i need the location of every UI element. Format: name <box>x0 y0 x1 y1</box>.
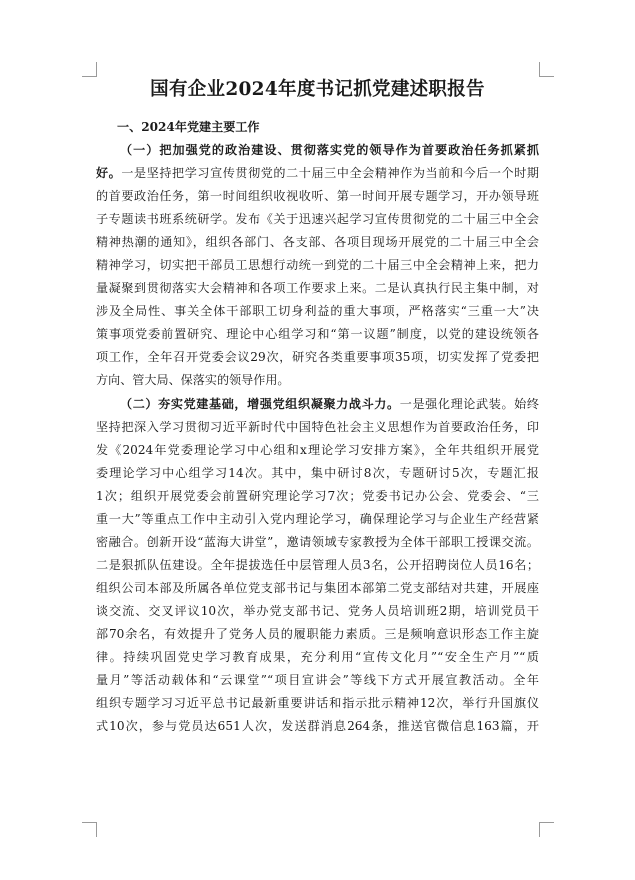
paragraph2-line: 1次；组织开展党委会前置研究理论学习7次；党委书记办公会、党委会、“三 <box>96 489 539 503</box>
crop-mark-top-right <box>539 62 554 77</box>
crop-mark-bottom-right <box>539 822 554 837</box>
paragraph1-line <box>96 163 539 183</box>
paragraph2-line: 律。持续巩固党史学习教育成果，充分利用“宣传文化月”“安全生产月”“质 <box>96 650 539 664</box>
paragraph2-line: 密融合。创新开设“蓝海大讲堂”，邀请领域专家教授为全体干部职工授课交流。 <box>96 535 539 549</box>
paragraph1-line: 量凝聚到贯彻落实大会精神和各项工作要求上来。二是认真执行民主集中制，对 <box>96 281 539 295</box>
crop-mark-bottom-left <box>82 822 97 837</box>
paragraph1-line: 子专题读书班系统研学。发布《关于迅速兴起学习宣传贯彻党的二十届三中全会 <box>96 212 539 226</box>
paragraph1-line: 策事项党委前置研究、理论中心组学习和“第一议题”制度，以党的建设统领各 <box>96 327 539 341</box>
paragraph1-heading-line: （一）把加强党的政治建设、贯彻落实党的领导作为首要政治任务抓紧抓 <box>120 143 539 157</box>
paragraph2-line: 组织专题学习习近平总书记最新重要讲话和指示批示精神12次，举行升国旗仪 <box>96 696 539 710</box>
paragraph2-line: 谈交流、交叉评议10次，举办党支部书记、党务人员培训班2期，培训党员干 <box>96 604 539 618</box>
paragraph1-line: 精神热潮的通知》，组织各部门、各支部、各项目现场开展党的二十届三中全会 <box>96 235 539 249</box>
paragraph1-line: 项工作，全年召开党委会议29次，研究各类重要事项35项，切实发挥了党委把 <box>96 350 539 364</box>
paragraph2-line: 量月”等活动载体和“云课堂”“项目宣讲会”等线下方式开展宣教活动。全年 <box>96 673 539 687</box>
paragraph2-heading-line <box>120 394 539 414</box>
paragraph1-line: 涉及全局性、事关全体干部职工切身利益的重大事项，严格落实“三重一大”决 <box>96 304 539 318</box>
paragraph2-line: 部70余名，有效提升了党务人员的履职能力素质。三是频响意识形态工作主旋 <box>96 627 539 641</box>
paragraph2-line: 重一大”等重点工作中主动引入党内理论学习，确保理论学习与企业生产经营紧 <box>96 512 539 526</box>
crop-mark-top-left <box>82 62 97 77</box>
paragraph1-line: 方向、管大局、保落实的领导作用。 <box>96 373 290 387</box>
paragraph2-line: 坚持把深入学习贯彻习近平新时代中国特色社会主义思想作为首要政治任务，印 <box>96 420 539 434</box>
paragraph2-line: 发《2024年党委理论学习中心组和x理论学习安排方案》，全年共组织开展党 <box>96 443 539 457</box>
paragraph1-line: 精神学习，切实把干部员工思想行动统一到党的二十届三中全会精神上来，把力 <box>96 258 539 272</box>
paragraph1-heading-end: 好。 <box>96 166 122 180</box>
paragraph2-text: 一是强化理论武装。始终 <box>399 397 539 411</box>
paragraph2-heading: （二）夯实党建基础，增强党组织凝聚力战斗力。 <box>120 397 400 411</box>
paragraph1-text: 一是坚持把学习宣传贯彻党的二十届三中全会精神作为当前和今后一个时期 <box>121 166 539 180</box>
paragraph2-line: 二是狠抓队伍建设。全年提拔选任中层管理人员3名，公开招聘岗位人员16名； <box>96 558 539 572</box>
paragraph2-line: 组织公司本部及所属各单位党支部书记与集团本部第二党支部结对共建，开展座 <box>96 581 539 595</box>
paragraph2-line: 式10次，参与党员达651人次，发送群消息264条，推送官微信息163篇，开 <box>96 719 539 733</box>
section-heading: 一、2024年党建主要工作 <box>117 120 260 134</box>
paragraph1-line: 的首要政治任务，第一时间组织收视收听、第一时间开展专题学习，开办领导班 <box>96 189 539 203</box>
paragraph2-line: 委理论学习中心组学习14次。其中，集中研讨8次，专题研讨5次，专题汇报 <box>96 466 539 480</box>
document-title: 国有企业2024年度书记抓党建述职报告 <box>150 79 485 100</box>
